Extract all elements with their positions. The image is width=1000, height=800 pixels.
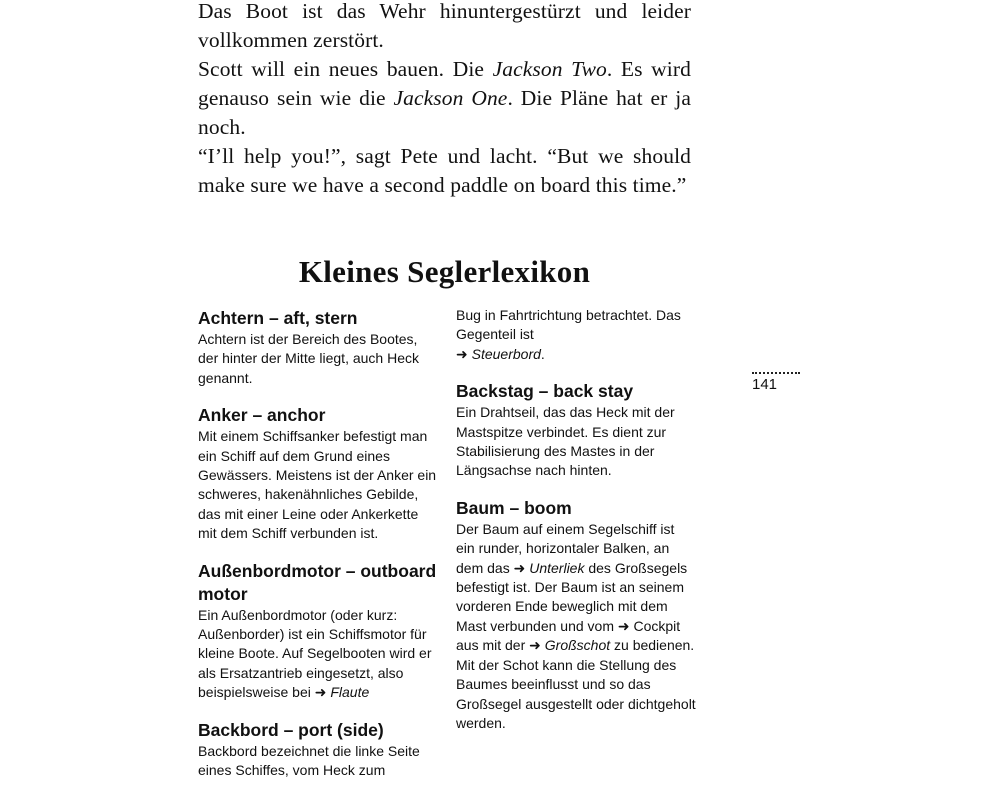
entry-definition: Backbord bezeichnet die linke Seite eines Schiffes, vom Heck zum <box>198 742 420 779</box>
arrow-right-icon: ➜ <box>617 617 630 634</box>
story-paragraph-3: “I’ll help you!”, sagt Pete und lacht. “But we should make sure we have a second paddle on board this time.” <box>198 144 691 197</box>
story-paragraph-2 <box>198 55 691 142</box>
cross-reference-cockpit[interactable]: Cockpit <box>633 617 681 634</box>
cross-reference-grossschot[interactable]: Großschot <box>544 637 611 654</box>
page-number: 141 <box>752 376 778 393</box>
page-number-marker <box>752 372 802 394</box>
lexicon-column-left <box>198 307 438 781</box>
entry-definition <box>198 606 438 703</box>
entry-definition: Mit einem Schiffsanker befestigt man ein Schiff auf dem Grund eines Gewässers. Meistens ist der Anker ein schweres, hakenähnliches Gebilde, das mit einer Leine oder Ankerkette mit dem Schiff verbunden ist. <box>198 428 437 542</box>
entry-definition-text: Bug in Fahrtrichtung betrachtet. Das Gegenteil ist <box>456 307 681 343</box>
entry-term: Backbord – port (side) <box>198 719 384 740</box>
entry-definition-text: Ein Außenbordmotor (oder kurz: Außenborder) ist ein Schiffsmotor für kleine Boote. Auf Segelbooten wird er als Ersatzantrieb eingesetzt, also beispielsweise bei <box>198 606 432 701</box>
story-text <box>198 0 691 200</box>
entry-term: Außenbordmotor – outboard motor <box>198 560 437 604</box>
story-paragraph-2-mid: . Es wird genauso sein wie die <box>198 57 691 110</box>
lexicon-entry-aussenbordmotor <box>198 560 438 703</box>
story-paragraph-1: Das Boot ist das Wehr hinuntergestürzt und leider vollkommen zerstört. <box>198 0 691 52</box>
lexicon-title: Kleines Seglerlexikon <box>298 254 591 289</box>
entry-definition-end: . <box>540 345 545 362</box>
entry-definition <box>456 306 696 364</box>
page-number-divider <box>752 372 800 374</box>
entry-term: Baum – boom <box>456 497 572 518</box>
cross-reference-unterliek[interactable]: Unterliek <box>529 559 585 576</box>
cross-reference-steuerbord[interactable]: Steuerbord <box>471 345 541 362</box>
entry-definition-text: Der Baum auf einem Segelschiff ist ein runder, horizontaler Balken, an dem das <box>456 520 675 576</box>
entry-definition <box>456 520 696 733</box>
entry-term: Anker – anchor <box>198 405 326 426</box>
lexicon-column-right <box>456 306 696 733</box>
entry-definition-text: zu bedienen. Mit der Schot kann die Stellung des Baumes beeinflusst und so das Großsegel ausgestellt oder dichtgeholt werden. <box>456 637 696 731</box>
lexicon-entry-backbord-continued <box>456 306 696 364</box>
boat-name-jackson-one: Jackson One <box>393 86 508 110</box>
entry-term: Achtern – aft, stern <box>198 308 358 328</box>
entry-term: Backstag – back stay <box>456 381 634 402</box>
lexicon-entry-baum <box>456 497 696 733</box>
lexicon-entry-backstag <box>456 380 696 481</box>
arrow-right-icon: ➜ <box>529 637 541 654</box>
arrow-right-icon: ➜ <box>314 684 327 701</box>
story-paragraph-2-start: Scott will ein neues bauen. Die <box>198 57 493 81</box>
story-paragraph-2-end: . Die Pläne hat er ja noch. <box>198 86 691 139</box>
cross-reference-flaute[interactable]: Flaute <box>330 684 370 701</box>
entry-definition: Achtern ist der Bereich des Bootes, der hinter der Mitte liegt, auch Heck genannt. <box>198 331 419 386</box>
entry-definition: Ein Drahtseil, das das Heck mit der Mastspitze verbindet. Es dient zur Stabilisierung des Mastes in der Längsachse nach hinten. <box>456 404 675 479</box>
lexicon-entry-achtern <box>198 307 438 388</box>
entry-definition-text: aus mit der <box>456 637 530 654</box>
lexicon-entry-backbord <box>198 719 438 781</box>
boat-name-jackson-two: Jackson Two <box>492 57 607 81</box>
entry-definition-text: des Großsegels befestigt ist. Der Baum ist an seinem vorderen Ende beweglich mit dem Mast verbunden und vom <box>456 559 688 634</box>
lexicon-entry-anker <box>198 404 438 543</box>
arrow-right-icon: ➜ <box>513 559 526 576</box>
arrow-right-icon: ➜ <box>456 345 468 362</box>
